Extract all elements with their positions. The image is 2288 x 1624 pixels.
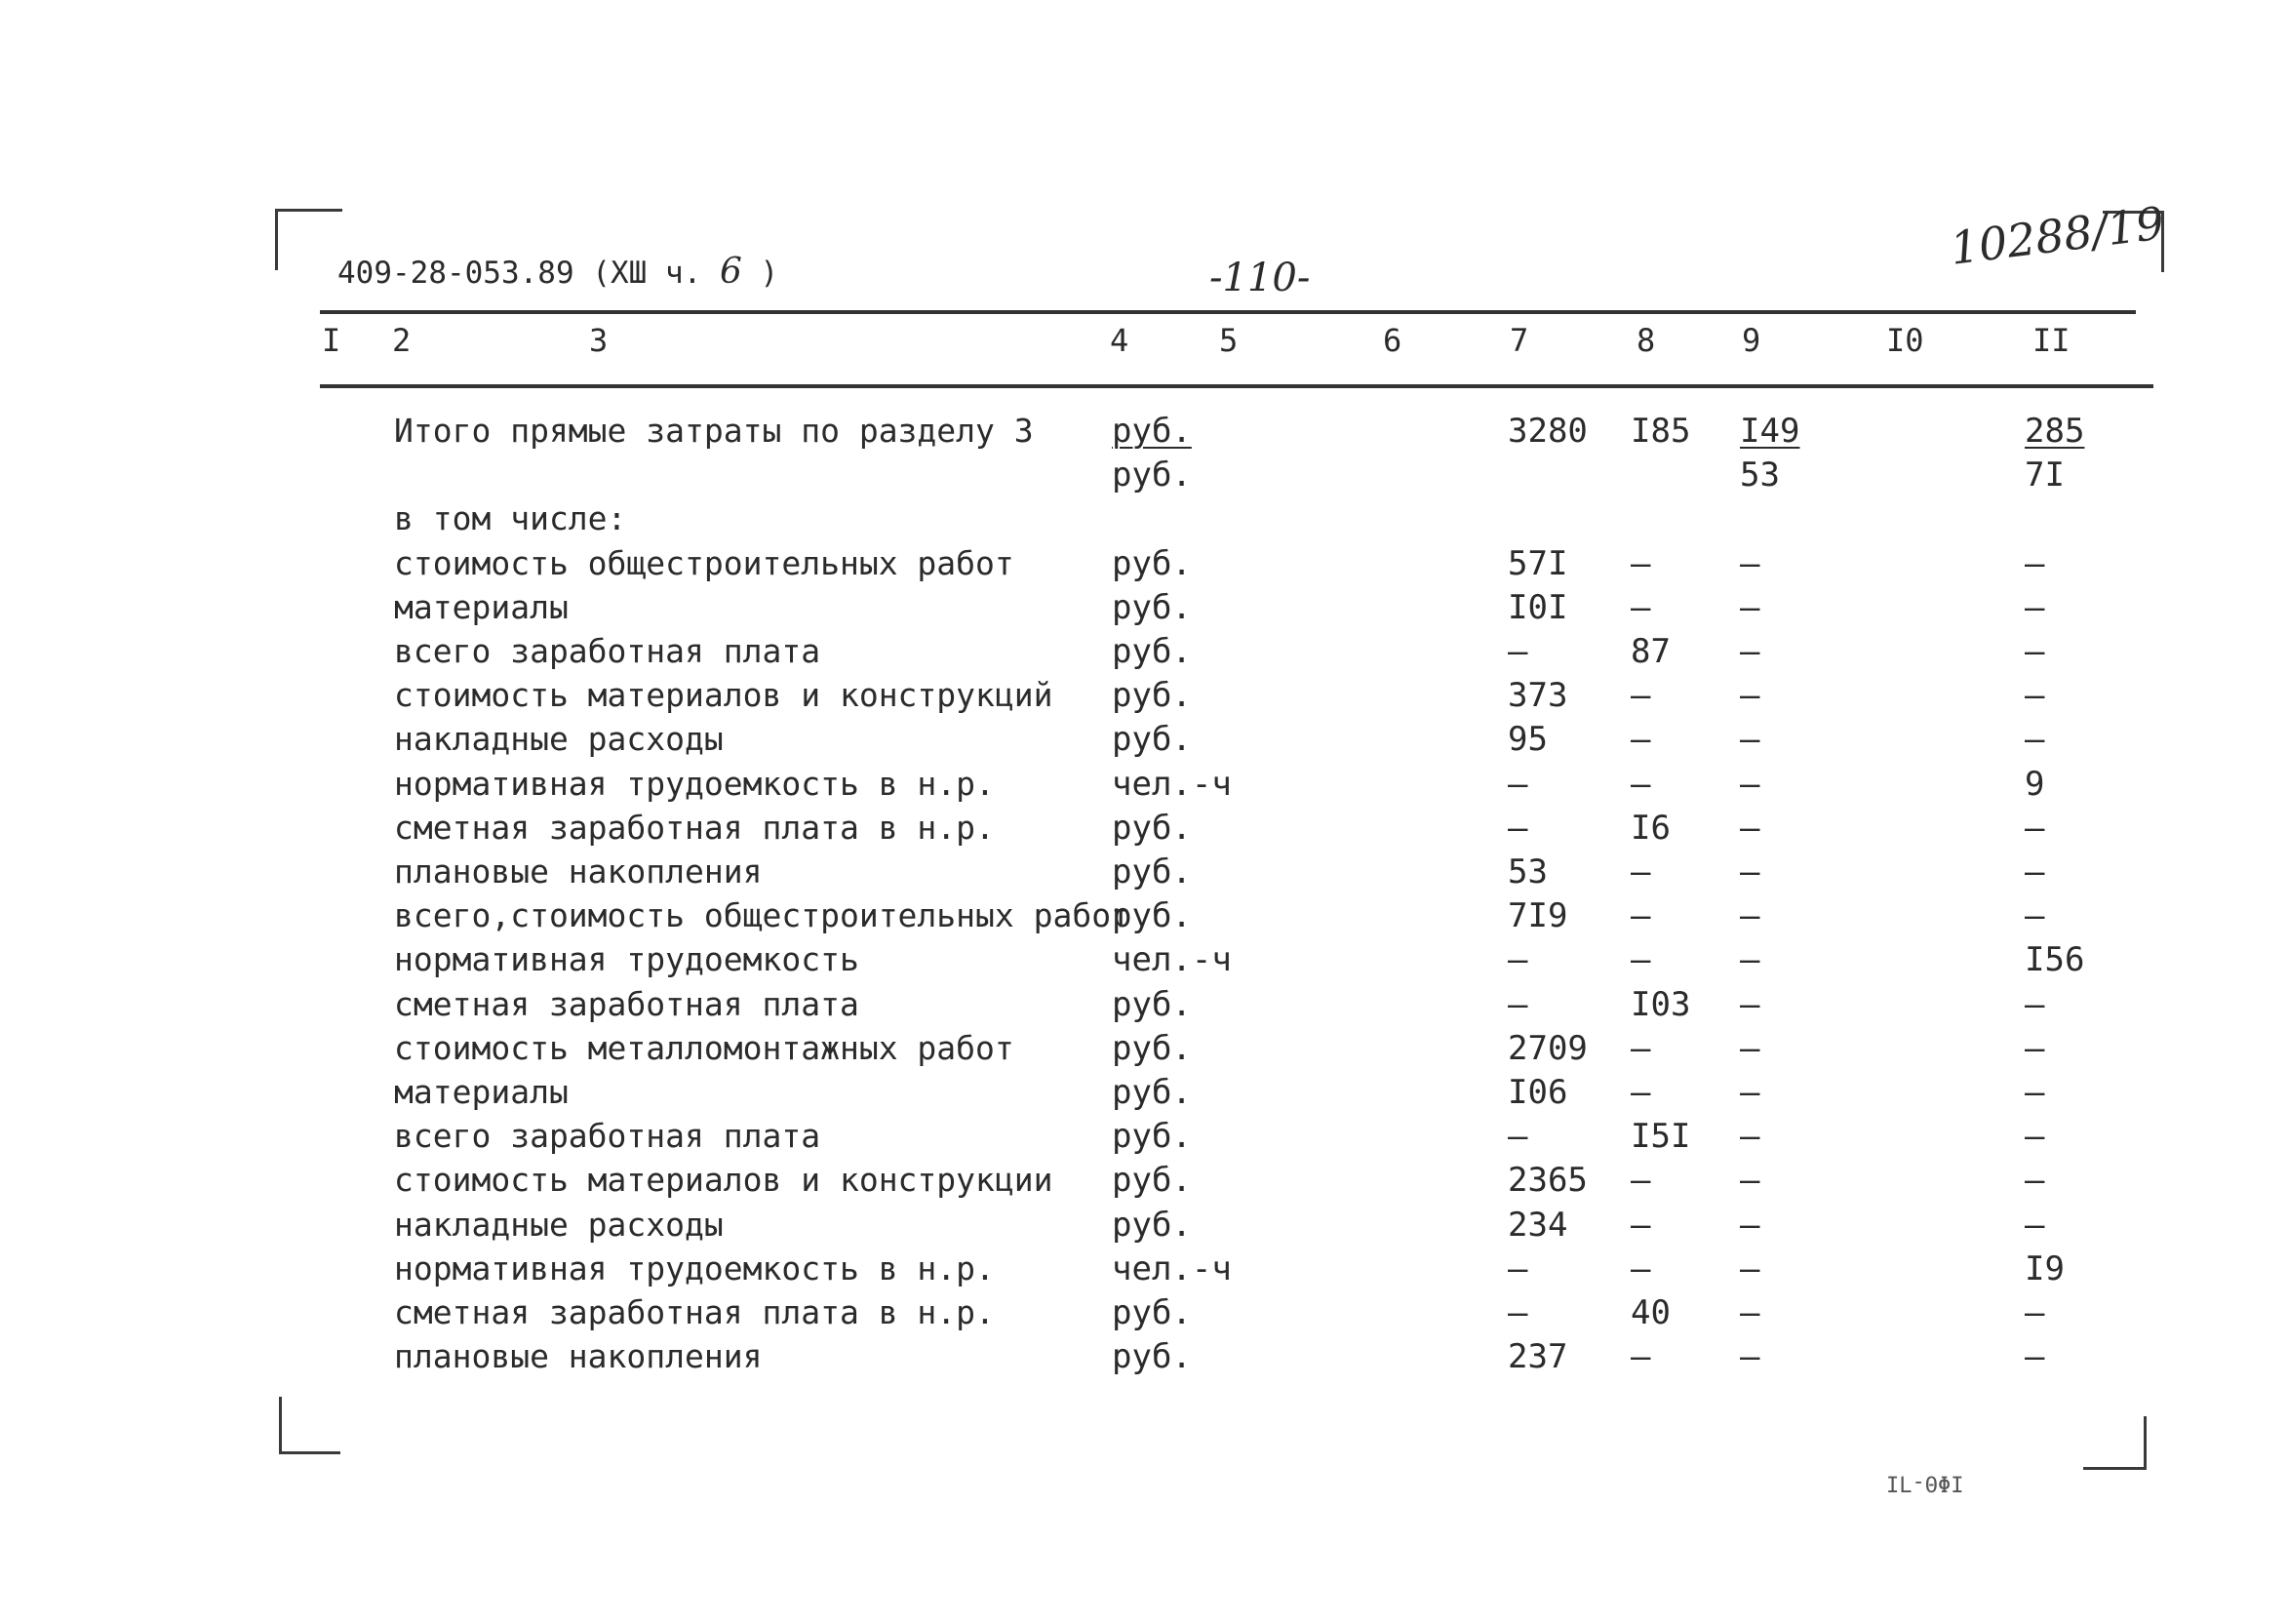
row-col9-value: –	[1740, 632, 1760, 671]
row-col8-value: I85	[1631, 412, 1691, 451]
row-col8-value: I5I	[1631, 1117, 1691, 1157]
inventory-number: 10288/19	[1947, 196, 2168, 275]
row-col11-value: 7I	[2025, 456, 2065, 495]
row-unit: руб.	[1112, 1161, 1192, 1201]
column-number-11: II	[2032, 322, 2071, 359]
column-number-2: 2	[392, 322, 412, 359]
row-col11-value: –	[2025, 984, 2045, 1024]
row-col7-value: –	[1508, 1248, 1528, 1288]
row-col7-value: –	[1508, 1293, 1528, 1332]
row-label: стоимость общестроительных работ	[394, 543, 1014, 582]
row-col7-value: 53	[1508, 852, 1548, 891]
row-col8-value: –	[1631, 587, 1651, 627]
row-unit: руб.	[1112, 412, 1192, 451]
row-col11-value: –	[2025, 720, 2045, 760]
row-label: нормативная трудоемкость в н.р.	[394, 764, 995, 803]
row-col11-value: I9	[2025, 1248, 2065, 1288]
row-unit: руб.	[1112, 456, 1192, 495]
column-number-3: 3	[589, 322, 609, 359]
row-col9-value: –	[1740, 543, 1760, 583]
row-col11-value: 9	[2025, 764, 2045, 804]
row-unit: руб.	[1112, 1073, 1192, 1112]
row-col9-value: –	[1740, 1205, 1760, 1245]
row-col8-value: –	[1631, 764, 1651, 804]
row-col7-value: –	[1508, 940, 1528, 980]
row-col7-value: 237	[1508, 1337, 1568, 1377]
row-col9-value: –	[1740, 1248, 1760, 1288]
row-col9-value: –	[1740, 896, 1760, 936]
table-top-rule	[320, 310, 2136, 314]
row-col11-value: 285	[2025, 412, 2085, 451]
row-col9-value: –	[1740, 852, 1760, 891]
row-col7-value: 57I	[1508, 543, 1568, 583]
row-label: стоимость металломонтажных работ	[394, 1028, 1014, 1067]
row-unit: руб.	[1112, 720, 1192, 760]
row-label: материалы	[394, 587, 569, 626]
table-header-bottom-rule	[320, 384, 2153, 388]
row-col7-value: –	[1508, 632, 1528, 671]
row-label: всего заработная плата	[394, 632, 821, 670]
row-unit: руб.	[1112, 676, 1192, 716]
row-unit: руб.	[1112, 1028, 1192, 1068]
row-unit: руб.	[1112, 1293, 1192, 1332]
row-col9-value: –	[1740, 764, 1760, 804]
column-number-5: 5	[1219, 322, 1239, 359]
row-col11-value: I56	[2025, 940, 2085, 980]
row-col8-value: –	[1631, 1205, 1651, 1245]
row-unit: руб.	[1112, 808, 1192, 848]
row-col8-value: –	[1631, 940, 1651, 980]
row-col8-value: I03	[1631, 984, 1691, 1024]
row-col9-value: –	[1740, 1337, 1760, 1377]
row-col7-value: –	[1508, 984, 1528, 1024]
row-unit: чел.-ч	[1112, 1248, 1232, 1288]
row-col7-value: 95	[1508, 720, 1548, 760]
row-label: нормативная трудоемкость в н.р.	[394, 1248, 995, 1287]
row-unit: руб.	[1112, 1205, 1192, 1245]
row-col9-value: –	[1740, 1028, 1760, 1068]
document-code-text: 409-28-053.89 (XШ ч.	[337, 256, 702, 291]
row-col9-value: –	[1740, 1293, 1760, 1332]
row-label: всего,стоимость общестроительных работ	[394, 896, 1130, 935]
column-number-10: I0	[1886, 322, 1924, 359]
row-unit: руб.	[1112, 1117, 1192, 1157]
row-label: накладные расходы	[394, 720, 724, 759]
row-col8-value: –	[1631, 1337, 1651, 1377]
row-label: нормативная трудоемкость	[394, 940, 859, 979]
row-label: материалы	[394, 1073, 569, 1111]
row-col9-value: –	[1740, 1161, 1760, 1201]
row-label: плановые накопления	[394, 852, 763, 891]
row-label: накладные расходы	[394, 1205, 724, 1244]
row-col9-value: I49	[1740, 412, 1800, 451]
column-number-7: 7	[1510, 322, 1529, 359]
row-col8-value: –	[1631, 676, 1651, 716]
row-col11-value: –	[2025, 1161, 2045, 1201]
column-number-1: I	[322, 322, 341, 359]
corner-bracket-top-left	[275, 209, 342, 270]
row-unit: руб.	[1112, 896, 1192, 936]
footer-stamp: ΙΓ-ΘΦΙ	[1886, 1471, 1964, 1495]
row-unit: руб.	[1112, 1337, 1192, 1377]
row-label: в том числе:	[394, 499, 627, 538]
row-col9-value: –	[1740, 676, 1760, 716]
row-col8-value: –	[1631, 852, 1651, 891]
row-col8-value: –	[1631, 720, 1651, 760]
row-col9-value: 53	[1740, 456, 1780, 495]
row-label: Итого прямые затраты по разделу 3	[394, 412, 1034, 450]
row-unit: руб.	[1112, 543, 1192, 583]
row-col8-value: –	[1631, 1161, 1651, 1201]
row-label: сметная заработная плата	[394, 984, 859, 1023]
row-col9-value: –	[1740, 940, 1760, 980]
row-col8-value: 87	[1631, 632, 1671, 671]
row-col9-value: –	[1740, 808, 1760, 848]
row-col7-value: –	[1508, 764, 1528, 804]
row-col11-value: –	[2025, 587, 2045, 627]
row-col8-value: –	[1631, 896, 1651, 936]
row-label: плановые накопления	[394, 1337, 763, 1376]
row-col8-value: 40	[1631, 1293, 1671, 1332]
row-col11-value: –	[2025, 852, 2045, 891]
row-col9-value: –	[1740, 720, 1760, 760]
row-col11-value: –	[2025, 1028, 2045, 1068]
row-col7-value: –	[1508, 808, 1528, 848]
row-col8-value: –	[1631, 1248, 1651, 1288]
column-number-9: 9	[1742, 322, 1761, 359]
document-code-close: )	[760, 256, 779, 291]
column-number-4: 4	[1110, 322, 1129, 359]
row-col11-value: –	[2025, 543, 2045, 583]
row-unit: руб.	[1112, 852, 1192, 891]
row-col9-value: –	[1740, 587, 1760, 627]
row-unit: руб.	[1112, 984, 1192, 1024]
row-col8-value: –	[1631, 543, 1651, 583]
row-col11-value: –	[2025, 676, 2045, 716]
row-col8-value: –	[1631, 1073, 1651, 1112]
page-number: -110-	[1209, 256, 1311, 300]
column-number-8: 8	[1637, 322, 1656, 359]
row-col9-value: –	[1740, 1073, 1760, 1112]
row-col9-value: –	[1740, 1117, 1760, 1157]
row-col11-value: –	[2025, 1073, 2045, 1112]
row-label: всего заработная плата	[394, 1117, 821, 1156]
row-col7-value: 7I9	[1508, 896, 1568, 936]
row-col7-value: 3280	[1508, 412, 1588, 451]
row-col7-value: 2365	[1508, 1161, 1588, 1201]
row-col8-value: –	[1631, 1028, 1651, 1068]
corner-bracket-bottom-left	[279, 1397, 340, 1454]
row-unit: чел.-ч	[1112, 940, 1232, 980]
row-col11-value: –	[2025, 1293, 2045, 1332]
row-unit: руб.	[1112, 632, 1192, 671]
row-col7-value: 234	[1508, 1205, 1568, 1245]
row-col11-value: –	[2025, 1337, 2045, 1377]
row-col9-value: –	[1740, 984, 1760, 1024]
column-number-6: 6	[1383, 322, 1402, 359]
corner-bracket-bottom-right	[2083, 1416, 2147, 1470]
row-col8-value: I6	[1631, 808, 1671, 848]
row-unit: чел.-ч	[1112, 764, 1232, 804]
row-label: сметная заработная плата в н.р.	[394, 1293, 995, 1331]
row-col11-value: –	[2025, 632, 2045, 671]
row-col11-value: –	[2025, 896, 2045, 936]
row-col7-value: I0I	[1508, 587, 1568, 627]
row-col11-value: –	[2025, 808, 2045, 848]
row-label: сметная заработная плата в н.р.	[394, 808, 995, 847]
row-label: стоимость материалов и конструкций	[394, 676, 1053, 715]
document-code	[337, 252, 778, 292]
row-col11-value: –	[2025, 1117, 2045, 1157]
row-col11-value: –	[2025, 1205, 2045, 1245]
row-col7-value: 373	[1508, 676, 1568, 716]
row-label: стоимость материалов и конструкции	[394, 1161, 1053, 1200]
row-col7-value: –	[1508, 1117, 1528, 1157]
row-col7-value: I06	[1508, 1073, 1568, 1112]
row-col7-value: 2709	[1508, 1028, 1588, 1068]
row-unit: руб.	[1112, 587, 1192, 627]
document-part-number: 6	[719, 252, 742, 292]
